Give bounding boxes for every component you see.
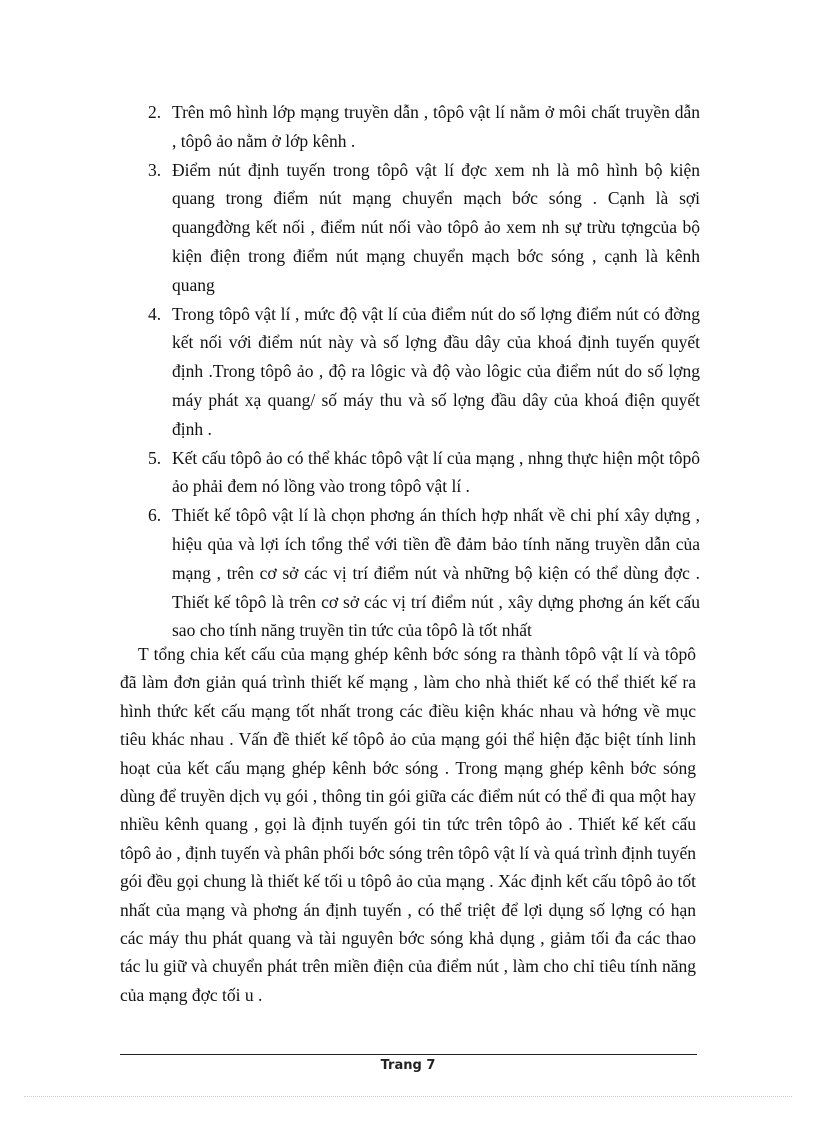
list-item	[140, 444, 700, 502]
list-item-number: 4.	[148, 303, 162, 324]
list-item-text: Thiết kế tôpô vật lí là chọn phơng án thích hợp nhất về chi phí xây dựng , hiệu qủa và lợi ích tổng thể với tiền đề đảm bảo tính năng truyền dẫn của mạng , trên cơ sở các vị trí điểm nút và những bộ kiện có thể dùng đợc . Thiết kế tôpô là trên cơ sở các vị trí điểm nút , xây dựng phơng án kết cấu sao cho tính năng truyền tin tức của tôpô là tốt nhất	[172, 505, 700, 641]
list-item	[140, 501, 700, 645]
list-item-number: 5.	[148, 447, 162, 468]
list-item-number: 3.	[148, 159, 162, 180]
list-item	[140, 156, 700, 300]
list-item-text: Kết cấu tôpô ảo có thể khác tôpô vật lí của mạng , nhng thực hiện một tôpô ảo phải đem nó lồng vào trong tôpô vật lí .	[172, 447, 700, 497]
list-item-text: Trong tôpô vật lí , mức độ vật lí của điểm nút do số lợng điểm nút có đờng kết nối với điểm nút này và số lợng đầu dây của khoá định tuyến quyết định .Trong tôpô ảo , độ ra lôgic và độ vào lôgic của điểm nút do số lợng máy phát xạ quang/ số máy thu và số lợng đầu dây của khoá điện quyết định .	[172, 303, 700, 439]
footer-divider	[120, 1054, 697, 1055]
list-item-text: Điểm nút định tuyến trong tôpô vật lí đợc xem nh là mô hình bộ kiện quang trong điểm nút mạng chuyển mạch bớc sóng . Cạnh là sợi quangđờng kết nối , điểm nút nối vào tôpô ảo xem nh sự trừu tợngcủa bộ kiện điện trong điểm nút mạng chuyển mạch bớc sóng , cạnh là kênh quang	[172, 159, 700, 295]
list-item	[140, 300, 700, 444]
numbered-list	[140, 98, 700, 645]
list-item-text: Trên mô hình lớp mạng truyền dẫn , tôpô vật lí nằm ở môi chất truyền dẫn , tôpô ảo nằm ở lớp kênh .	[172, 102, 700, 151]
body-paragraph: T tổng chia kết cấu của mạng ghép kênh bớc sóng ra thành tôpô vật lí và tôpô đã làm đơn giản quá trình thiết kế mạng , làm cho nhà thiết kế có thể thiết kế ra hình thức kết cấu mạng tốt nhất trong các điều kiện khác nhau và hớng về mục tiêu khác nhau . Vấn đề thiết kế tôpô ảo của mạng gói thể hiện đặc biệt tính linh hoạt của kết cấu mạng ghép kênh bớc sóng . Trong mạng ghép kênh bớc sóng dùng để truyền dịch vụ gói , thông tin gói giữa các điểm nút có thể đi qua một hay nhiều kênh quang , gọi là định tuyến gói tin tức trên tôpô ảo . Thiết kế kết cấu tôpô ảo , định tuyến và phân phối bớc sóng trên tôpô vật lí và quá trình định tuyến gói đều gọi chung là thiết kế tối u tôpô ảo của mạng . Xác định kết cấu tôpô ảo tốt nhất của mạng và phơng án định tuyến , có thể triệt để lợi dụng số lợng có hạn các máy thu phát quang và tài nguyên bớc sóng khả dụng , giảm tối đa các thao tác lu giữ và chuyển phát trên miền điện của điểm nút , làm cho chỉ tiêu tính năng của mạng đợc tối u .	[120, 644, 696, 1005]
list-item-number: 6.	[148, 505, 162, 526]
list-item-number: 2.	[148, 102, 162, 122]
page-number: Trang 7	[380, 1058, 436, 1073]
page-bottom-edge	[24, 1096, 792, 1097]
list-item	[140, 98, 700, 156]
